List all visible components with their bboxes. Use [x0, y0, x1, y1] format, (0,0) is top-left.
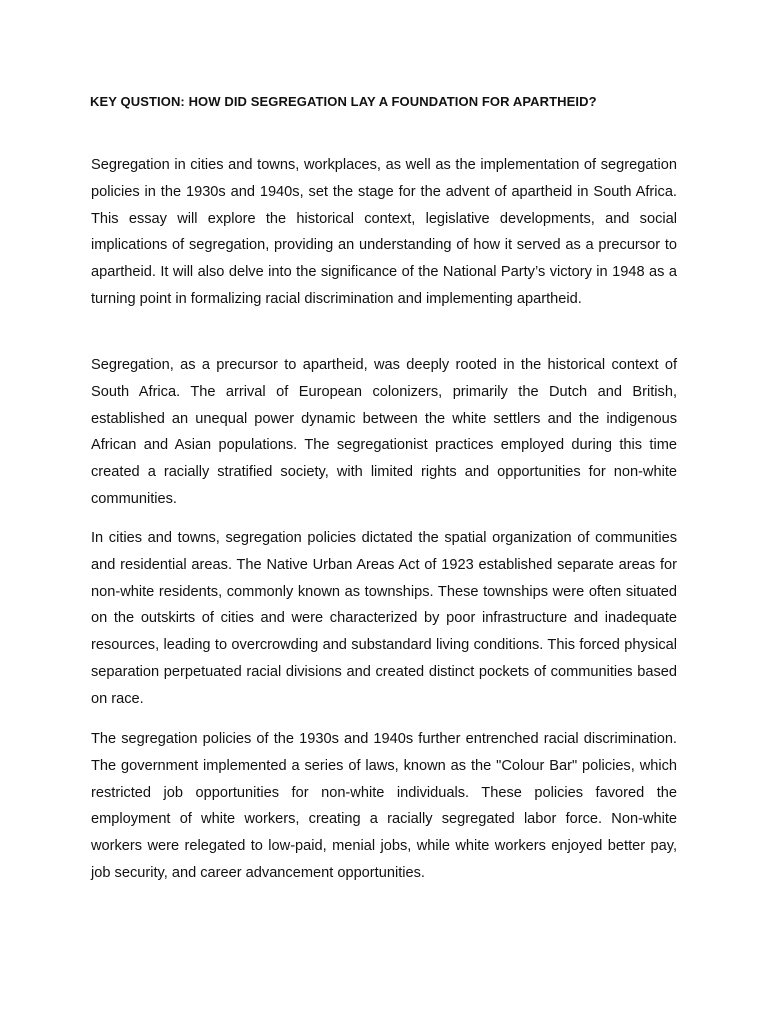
paragraph-colour-bar-policies: The segregation policies of the 1930s and 1940s further entrenched racial discrimination. The government implemented a series of laws, known as the "Colour Bar" policies, which restricted job opportunities for non-white individuals. These policies favored the employment of white workers, creating a racially segregated labor force. Non-white workers were relegated to low-paid, menial jobs, while white workers enjoyed better pay, job security, and career advancement opportunities.: [91, 731, 677, 881]
document-heading: KEY QUSTION: HOW DID SEGREGATION LAY A FOUNDATION FOR APARTHEID?: [90, 94, 597, 109]
paragraph-introduction: Segregation in cities and towns, workplaces, as well as the implementation of segregation policies in the 1930s and 1940s, set the stage for the advent of apartheid in South Africa. This essay will explore the historical context, legislative developments, and social implications of segregation, providing an understanding of how it served as a precursor to apartheid. It will also delve into the significance of the National Party’s victory in 1948 as a turning point in formalizing racial discrimination and implementing apartheid.: [91, 157, 677, 307]
paragraph-historical-context: Segregation, as a precursor to apartheid, was deeply rooted in the historical context of South Africa. The arrival of European colonizers, primarily the Dutch and British, established an unequal power dynamic between the white settlers and the indigenous African and Asian populations. The segregationist practices employed during this time created a racially stratified society, with limited rights and opportunities for non-white communities.: [91, 357, 677, 507]
paragraph-cities-and-towns: In cities and towns, segregation policies dictated the spatial organization of communities and residential areas. The Native Urban Areas Act of 1923 established separate areas for non-white residents, commonly known as townships. These townships were often situated on the outskirts of cities and were characterized by poor infrastructure and inadequate resources, leading to overcrowding and substandard living conditions. This forced physical separation perpetuated racial divisions and created distinct pockets of communities based on race.: [91, 530, 677, 707]
